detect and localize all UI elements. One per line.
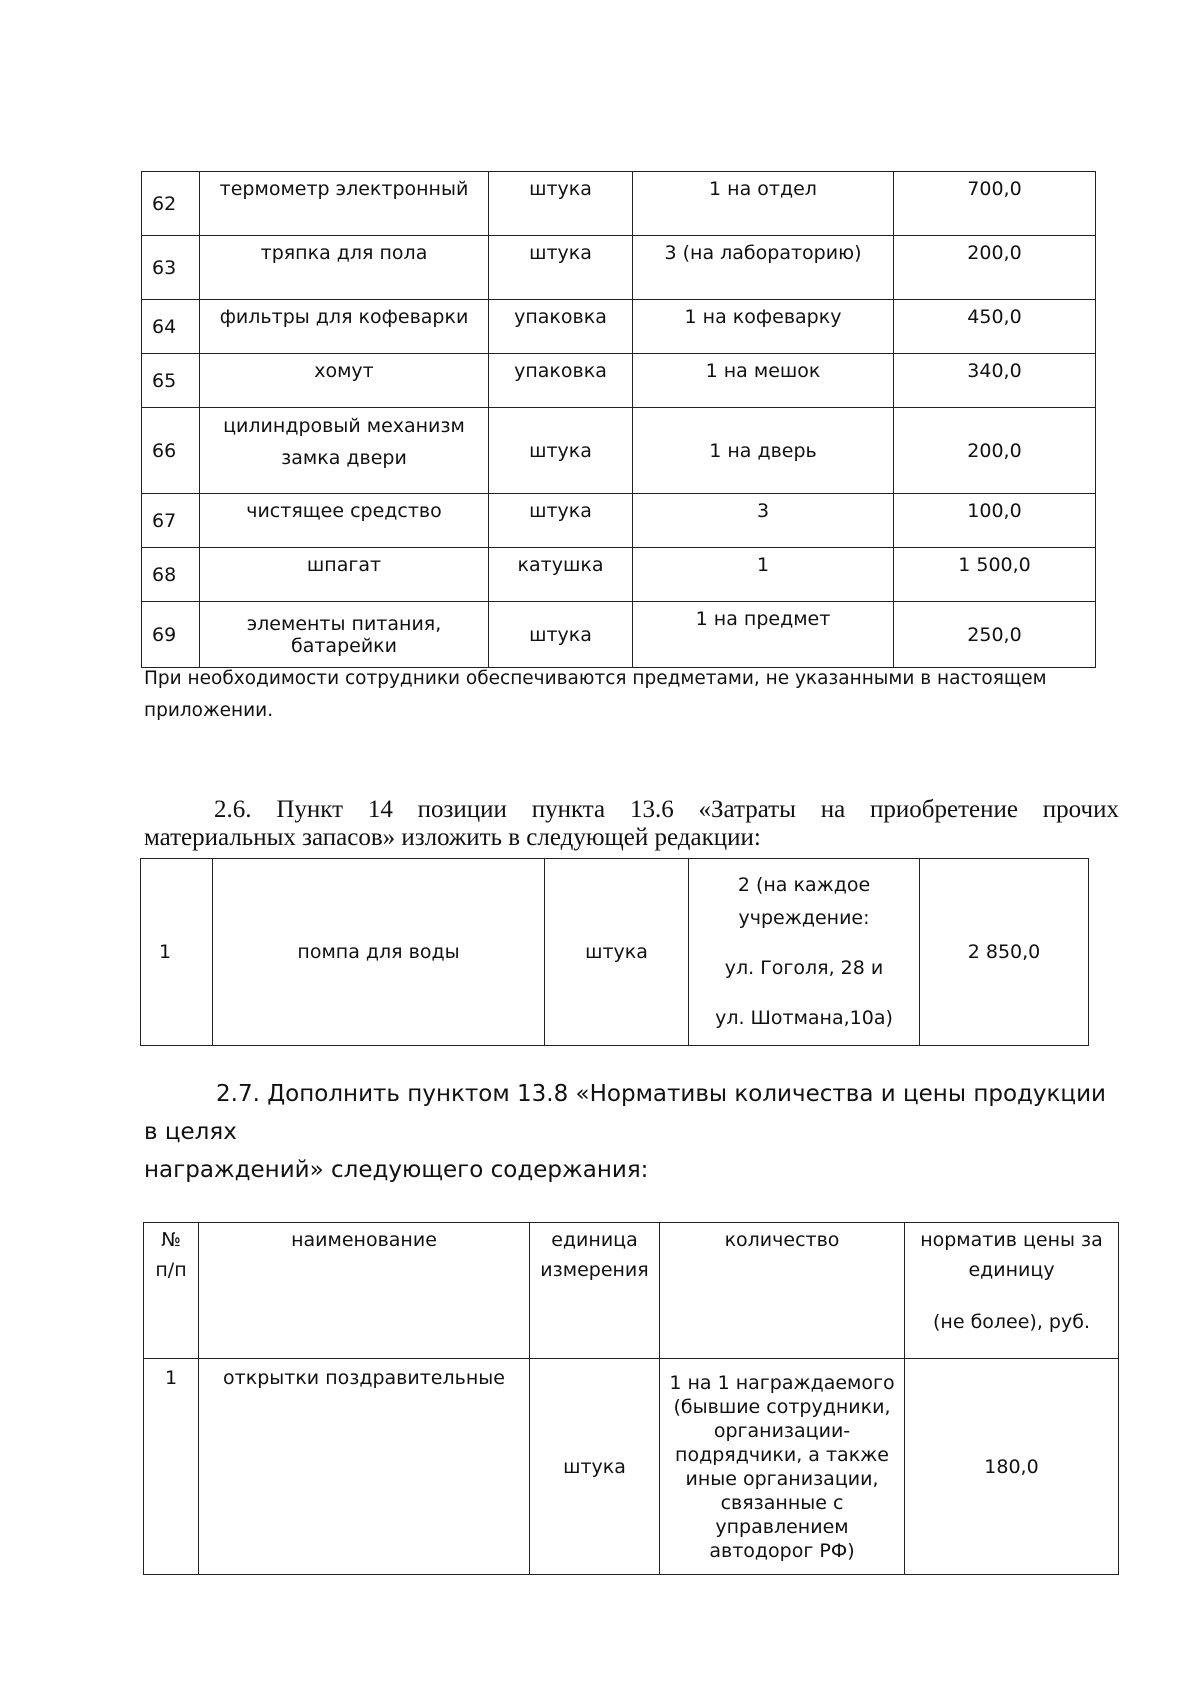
- item-quantity: 1 на отдел: [633, 172, 894, 236]
- item-unit: штука: [489, 236, 633, 300]
- item-name: термометр электронный: [200, 172, 489, 236]
- row-number: 62: [142, 172, 200, 236]
- table-row: [144, 1359, 1119, 1575]
- row-number: 67: [142, 494, 200, 548]
- table-row: [142, 236, 1096, 300]
- item-price: 200,0: [894, 236, 1096, 300]
- item-unit: штука: [530, 1359, 660, 1575]
- header-unit: единица измерения: [530, 1223, 660, 1359]
- item-unit: упаковка: [489, 354, 633, 408]
- item-name: цилиндровый механизм замка двери: [200, 408, 489, 494]
- item-quantity: 3 (на лабораторию): [633, 236, 894, 300]
- item-price: 450,0: [894, 300, 1096, 354]
- item-price: 100,0: [894, 494, 1096, 548]
- item-name: хомут: [200, 354, 489, 408]
- item-name: шпагат: [200, 548, 489, 602]
- row-number: 1: [141, 859, 213, 1046]
- item-name: тряпка для пола: [200, 236, 489, 300]
- item-unit: штука: [489, 602, 633, 668]
- item-price: 700,0: [894, 172, 1096, 236]
- water-pump-table: [140, 858, 1089, 1046]
- item-price: 180,0: [905, 1359, 1119, 1575]
- section-2-7-paragraph: 2.7. Дополнить пунктом 13.8 «Нормативы количества и цены продукции в целях награждений» следующего содержания:: [144, 1081, 1106, 1183]
- table-header-row: [144, 1223, 1119, 1359]
- item-name: фильтры для кофеварки: [200, 300, 489, 354]
- item-quantity: 3: [633, 494, 894, 548]
- table-row: [142, 494, 1096, 548]
- section-2-6-paragraph: 2.6. Пункт 14 позиции пункта 13.6 «Затраты на приобретение прочих материальных запасов» изложить в следующей редакции:: [144, 796, 1119, 851]
- header-price: норматив цены за единицу (не более), руб.: [905, 1223, 1119, 1359]
- table-row: [142, 172, 1096, 236]
- header-num: № п/п: [144, 1223, 199, 1359]
- item-quantity: 1 на 1 награждаемого (бывшие сотрудники, организации- подрядчики, а также иные организации, связанные с управлением автодорог РФ): [660, 1359, 905, 1575]
- header-name: наименование: [199, 1223, 530, 1359]
- item-name: чистящее средство: [200, 494, 489, 548]
- header-quantity: количество: [660, 1223, 905, 1359]
- item-quantity: 1 на мешок: [633, 354, 894, 408]
- table-row: [142, 602, 1096, 668]
- item-unit: катушка: [489, 548, 633, 602]
- item-name: помпа для воды: [213, 859, 545, 1046]
- item-price: 2 850,0: [920, 859, 1089, 1046]
- item-unit: штука: [489, 408, 633, 494]
- item-unit: штука: [545, 859, 689, 1046]
- table-row: [142, 300, 1096, 354]
- item-price: 250,0: [894, 602, 1096, 668]
- item-unit: штука: [489, 172, 633, 236]
- row-number: 68: [142, 548, 200, 602]
- row-number: 65: [142, 354, 200, 408]
- row-number: 66: [142, 408, 200, 494]
- item-name: элементы питания, батарейки: [200, 602, 489, 668]
- item-quantity: 1 на предмет: [633, 602, 894, 668]
- supplies-table-continuation: [141, 171, 1096, 668]
- item-quantity: 2 (на каждое учреждение: ул. Гоголя, 28 и ул. Шотмана,10а): [689, 859, 920, 1046]
- row-number: 64: [142, 300, 200, 354]
- table-row: [142, 354, 1096, 408]
- row-number: 1: [144, 1359, 199, 1575]
- item-quantity: 1 на кофеварку: [633, 300, 894, 354]
- item-quantity: 1: [633, 548, 894, 602]
- table-footnote: При необходимости сотрудники обеспечиваются предметами, не указанными в настоящем приложении.: [144, 668, 1047, 721]
- awards-norms-table: [143, 1222, 1119, 1575]
- row-number: 69: [142, 602, 200, 668]
- item-price: 340,0: [894, 354, 1096, 408]
- table-row: [142, 408, 1096, 494]
- item-price: 200,0: [894, 408, 1096, 494]
- row-number: 63: [142, 236, 200, 300]
- table-row: [141, 859, 1089, 1046]
- table-row: [142, 548, 1096, 602]
- item-unit: упаковка: [489, 300, 633, 354]
- item-unit: штука: [489, 494, 633, 548]
- item-price: 1 500,0: [894, 548, 1096, 602]
- item-quantity: 1 на дверь: [633, 408, 894, 494]
- item-name: открытки поздравительные: [199, 1359, 530, 1575]
